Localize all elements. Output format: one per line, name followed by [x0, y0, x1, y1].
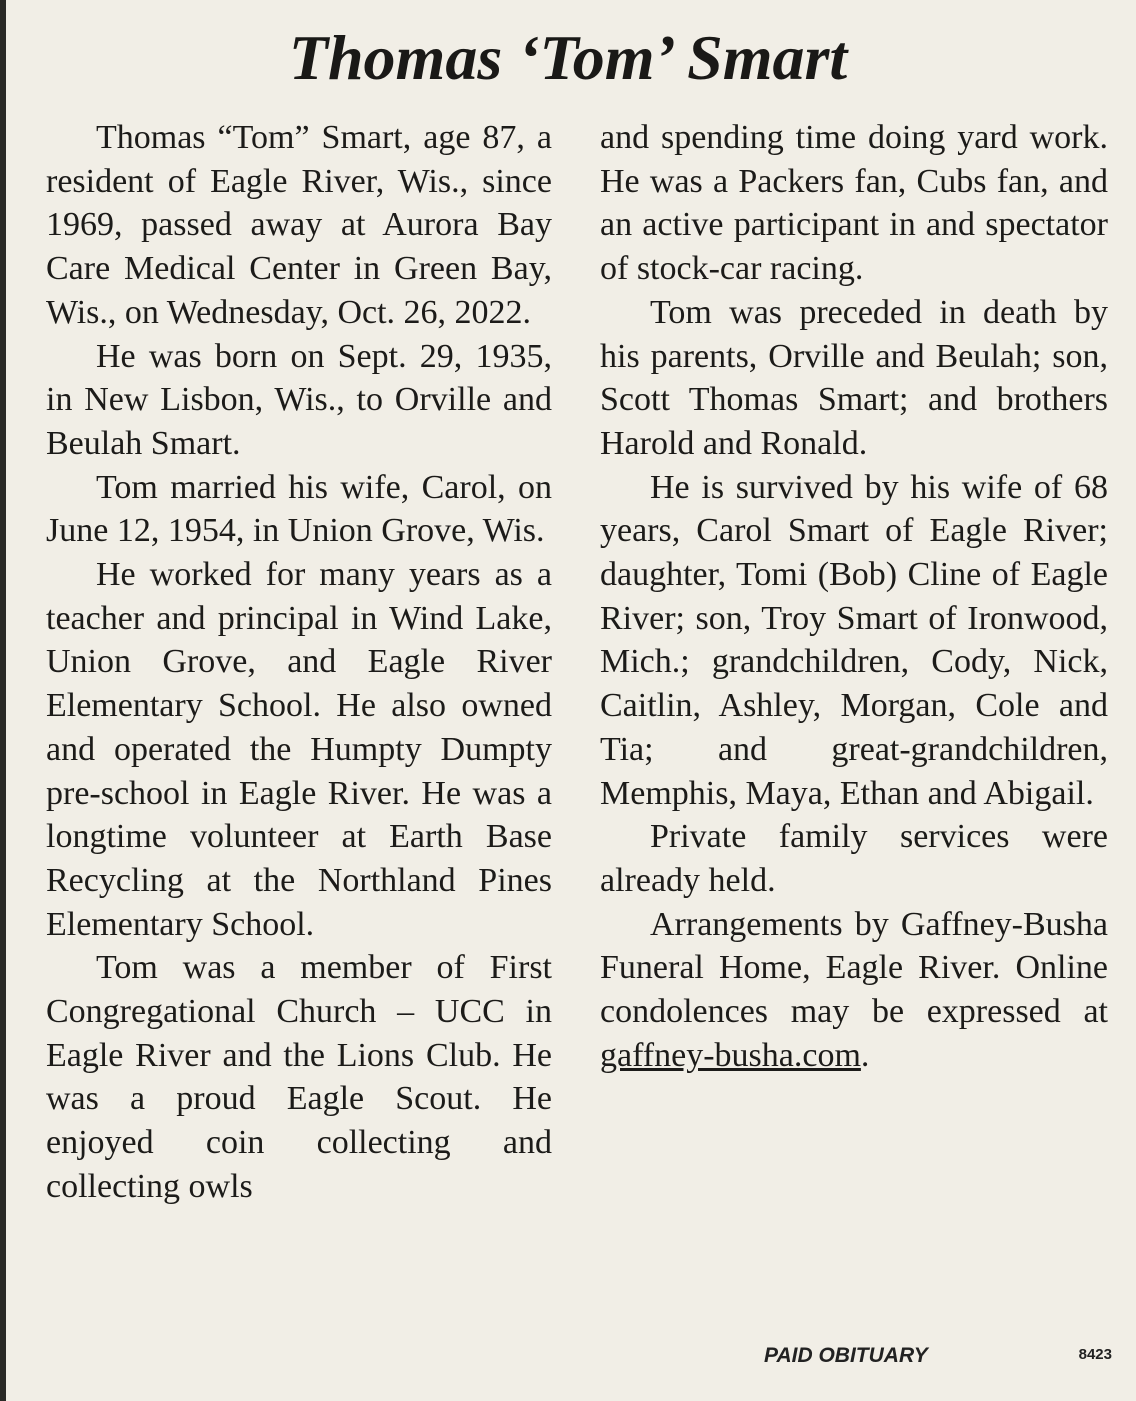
- left-column: [46, 116, 552, 1209]
- left-column-rule: [0, 0, 6, 1401]
- paragraph-memberships: Tom was a member of First Congregational Church – UCC in Eagle River and the Lions Club. He was a proud Eagle Scout. He enjoyed coin collecting and collecting owls: [46, 949, 552, 1205]
- obituary-title: Thomas ‘Tom’ Smart: [288, 22, 848, 93]
- paid-obituary-label: PAID OBITUARY: [764, 1344, 928, 1367]
- paragraph-career: He worked for many years as a teacher and principal in Wind Lake, Union Grove, and Eagle River Elementary School. He also owned and operated the Humpty Dumpty pre-school in Eagle River. He was a longtime volunteer at Earth Base Recycling at the Northland Pines Elementary School.: [46, 556, 552, 943]
- paragraph-arrangements: [600, 903, 1108, 1078]
- arrangements-text: Arrangements by Gaffney-Busha Funeral Home, Eagle River. Online condolences may be expressed at: [600, 905, 1108, 1031]
- right-column: [600, 116, 1108, 1077]
- paragraph-death-notice: Thomas “Tom” Smart, age 87, a resident of Eagle River, Wis., since 1969, passed away at Aurora Bay Care Medical Center in Green Bay, Wis., on Wednesday, Oct. 26, 2022.: [46, 119, 552, 331]
- obituary-footer: [600, 1344, 1112, 1374]
- paragraph-marriage: Tom married his wife, Carol, on June 12, 1954, in Union Grove, Wis.: [46, 468, 552, 550]
- paragraph-preceded: Tom was preceded in death by his parents, Orville and Beulah; son, Scott Thomas Smart; and brothers Harold and Ronald.: [600, 293, 1108, 462]
- paragraph-survivors: He is survived by his wife of 68 years, Carol Smart of Eagle River; daughter, Tomi (Bob) Cline of Eagle River; son, Troy Smart of Ironwood, Mich.; grandchildren, Cody, Nick, Caitlin, Ashley, Morgan, Cole and Tia; and great-grandchildren, Memphis, Maya, Ethan and Abigail.: [600, 468, 1108, 812]
- ad-code: 8423: [1078, 1346, 1112, 1363]
- paragraph-birth: He was born on Sept. 29, 1935, in New Lisbon, Wis., to Orville and Beulah Smart.: [46, 337, 552, 462]
- paragraph-services: Private family services were already held.: [600, 818, 1108, 899]
- arrangements-end: .: [860, 1036, 870, 1074]
- paragraph-memberships-continued: and spending time doing yard work. He was a Packers fan, Cubs fan, and an active participant in and spectator of stock-car racing.: [600, 119, 1108, 288]
- funeral-home-link[interactable]: gaffney-busha.com: [600, 1036, 861, 1074]
